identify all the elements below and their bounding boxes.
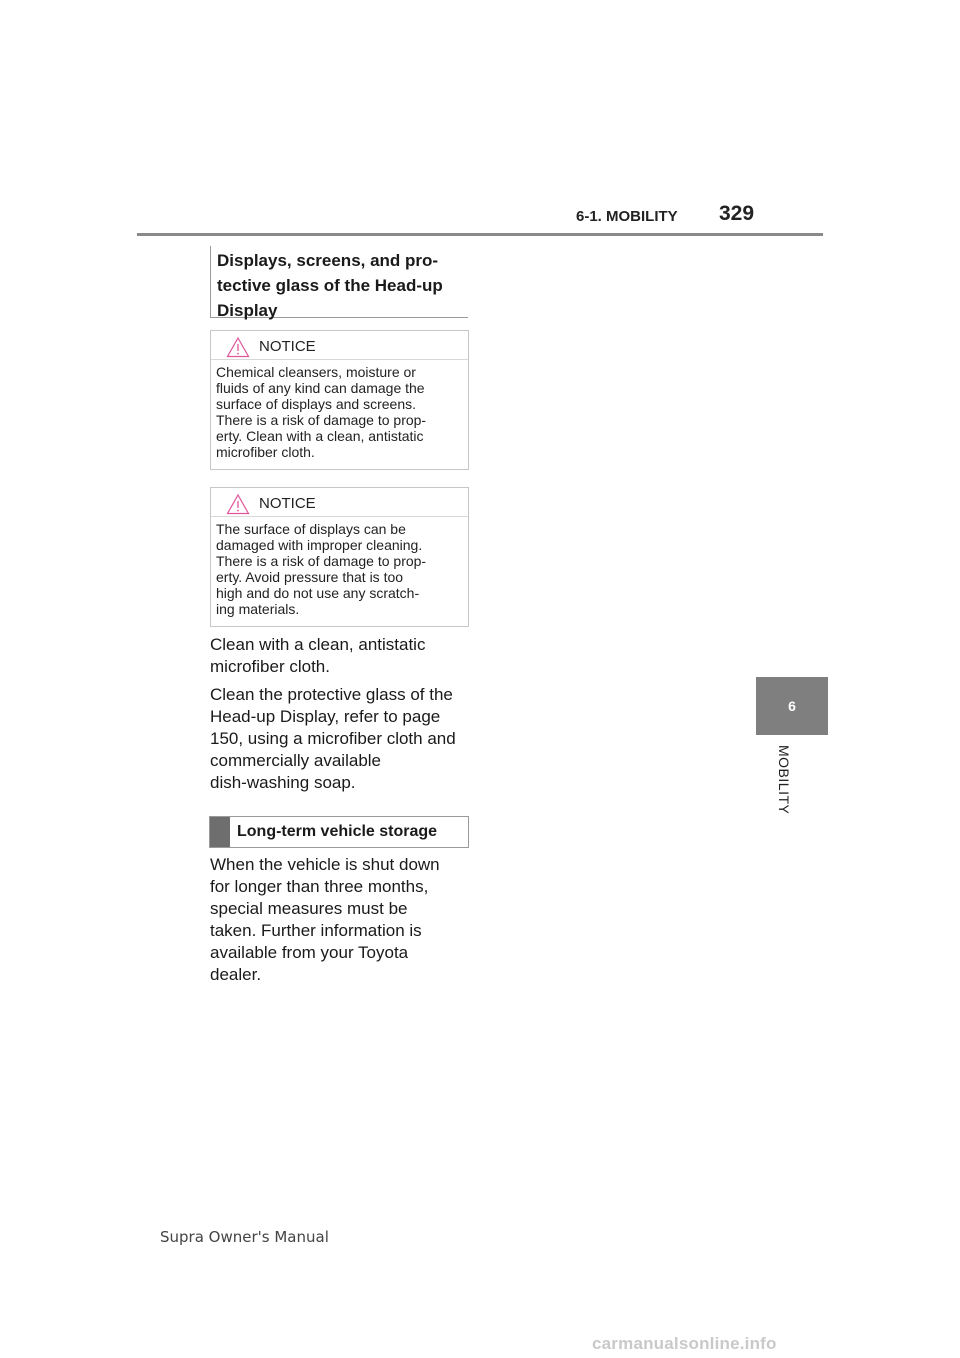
notice-header — [211, 331, 468, 360]
watermark: carmanualsonline.info — [592, 1334, 777, 1353]
notice-line: There is a risk of damage to prop- — [216, 412, 427, 428]
paragraph-line: microfiber cloth. — [210, 657, 330, 676]
notice-line: The surface of displays can be — [216, 521, 406, 537]
footer-manual-title: Supra Owner's Manual — [160, 1228, 329, 1246]
chapter-tab-number: 6 — [788, 698, 796, 714]
header-section-title: 6-1. MOBILITY — [576, 208, 678, 225]
section-heading-title: Long-term vehicle storage — [237, 823, 438, 840]
paragraph-clean-glass — [210, 684, 472, 794]
notice-box-1 — [210, 330, 469, 470]
notice-label: NOTICE — [259, 495, 316, 512]
notice-line: microfiber cloth. — [216, 444, 315, 460]
section-heading-displays — [210, 246, 468, 318]
notice-line: erty. Clean with a clean, antistatic — [216, 428, 424, 444]
paragraph-line: for longer than three months, — [210, 877, 429, 896]
section-heading-line: Displays, screens, and pro- — [217, 251, 439, 270]
paragraph-line: available from your Toyota — [210, 943, 409, 962]
warning-triangle-icon — [226, 493, 250, 515]
section-marker-bar — [210, 817, 230, 847]
section-heading-line: tective glass of the Head-up — [217, 276, 443, 295]
paragraph-line: dealer. — [210, 965, 262, 984]
notice-line: high and do not use any scratch- — [216, 585, 420, 601]
notice-line: damaged with improper cleaning. — [216, 537, 423, 553]
section-heading-line: Display — [217, 301, 278, 320]
paragraph-line: Head-up Display, refer to page — [210, 707, 441, 726]
notice-line: erty. Avoid pressure that is too — [216, 569, 404, 585]
paragraph-line: Clean the protective glass of the — [210, 685, 453, 704]
paragraph-line: 150, using a microfiber cloth and — [210, 729, 456, 748]
paragraph-storage — [210, 854, 472, 986]
notice-header — [211, 488, 468, 517]
header-rule — [137, 233, 823, 236]
chapter-tab-label: MOBILITY — [776, 745, 792, 815]
section-heading-storage — [209, 816, 469, 848]
paragraph-line: dish-washing soap. — [210, 773, 356, 792]
notice-body — [211, 360, 468, 466]
page-number: 329 — [719, 202, 755, 225]
paragraph-line: taken. Further information is — [210, 921, 422, 940]
notice-line: surface of displays and screens. — [216, 396, 416, 412]
chapter-tab[interactable] — [756, 677, 828, 735]
paragraph-line: commercially available — [210, 751, 382, 770]
notice-line: ing materials. — [216, 601, 300, 617]
notice-line: Chemical cleansers, moisture or — [216, 364, 416, 380]
paragraph-line: When the vehicle is shut down — [210, 855, 440, 874]
notice-box-2 — [210, 487, 469, 627]
warning-triangle-icon — [226, 336, 250, 358]
paragraph-line: Clean with a clean, antistatic — [210, 635, 426, 654]
notice-body — [211, 517, 468, 623]
paragraph-line: special measures must be — [210, 899, 408, 918]
notice-label: NOTICE — [259, 338, 316, 355]
notice-line: There is a risk of damage to prop- — [216, 553, 427, 569]
paragraph-clean-cloth — [210, 634, 472, 678]
notice-line: fluids of any kind can damage the — [216, 380, 425, 396]
